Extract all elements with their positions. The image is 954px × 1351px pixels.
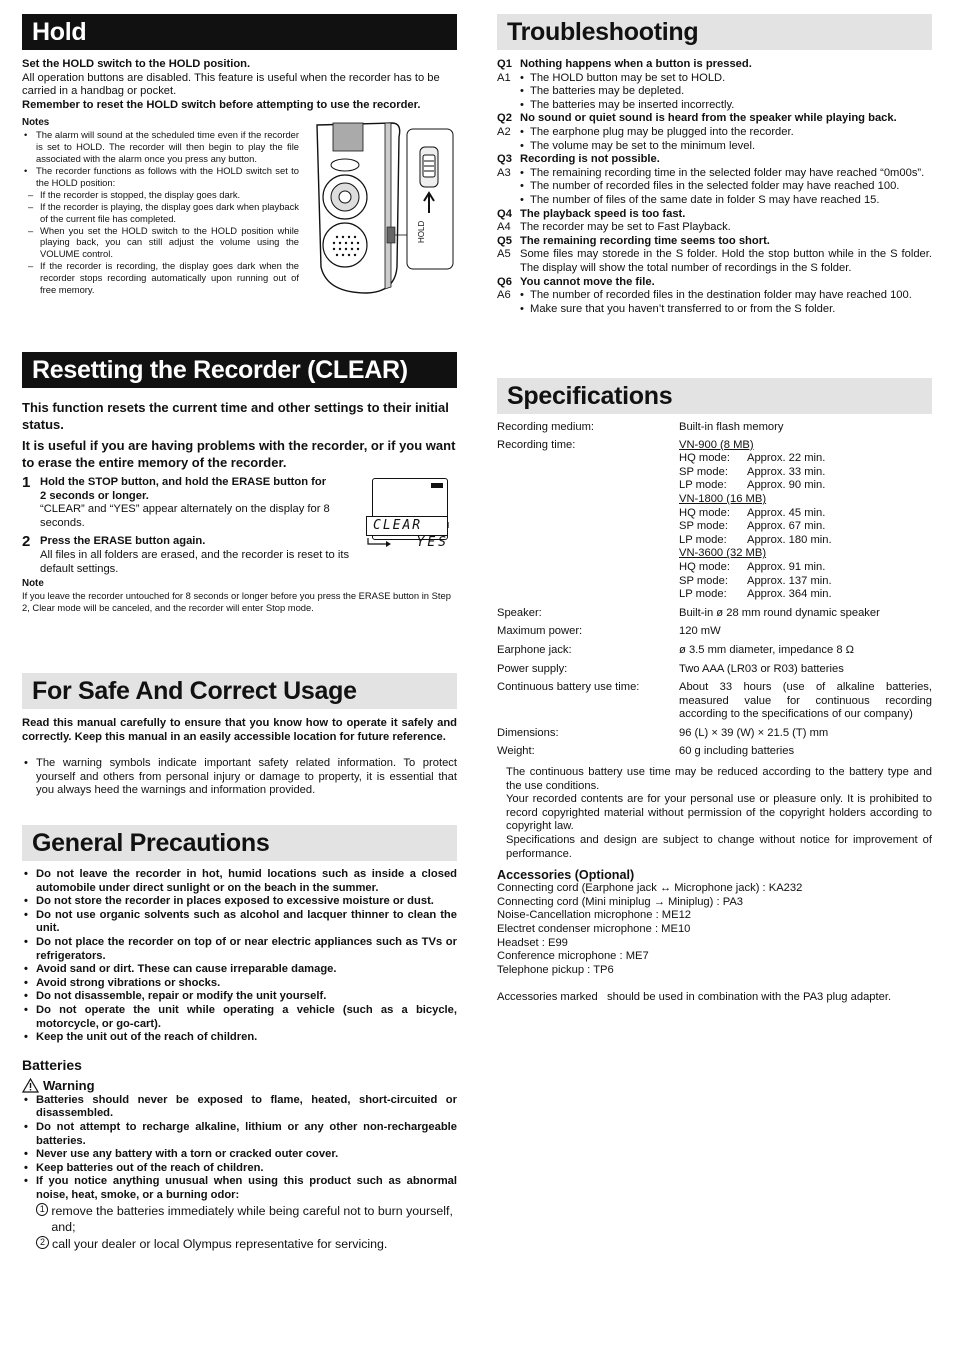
accessory-item: Connecting cord (Earphone jack ↔ Microphone jack) : KA232 [497, 882, 803, 895]
accessories-heading: Accessories (Optional) [497, 868, 635, 883]
reset-section [22, 352, 457, 614]
answer-item: • The earphone plug may be plugged into the recorder. [520, 126, 932, 140]
accessory-item: Connecting cord (Mini miniplug → Miniplug) : PA3 [497, 895, 744, 908]
hold-switch-figure [307, 117, 457, 299]
hold-description: All operation buttons are disabled. This feature is useful when the recorder has to be carried in a handbag or pocket. [22, 71, 440, 98]
spec-note: Specifications and design are subject to change without notice for improvement of performance. [506, 834, 932, 860]
safe-usage-section [22, 673, 457, 798]
warning-icon [22, 1078, 39, 1093]
spec-note: The continuous battery use time may be reduced according to the battery type and the use conditions. [506, 766, 932, 792]
model-name: VN-900 (8 MB) [679, 438, 754, 451]
answer-item: • The volume may be set to the minimum level. [520, 140, 932, 154]
answer-2: A2 • The earphone plug may be plugged into the recorder. • The volume may be set to the minimum level. [497, 126, 932, 153]
question-3: Q3 Recording is not possible. [497, 153, 660, 166]
answer-item: • The remaining recording time in the selected folder may have reached “0m00s”. [520, 167, 932, 181]
answer-4: A4 The recorder may be set to Fast Playback. [497, 221, 731, 234]
circled-number: 1 [36, 1203, 48, 1216]
precautions-list [22, 868, 457, 1045]
hold-sub-note: – If the recorder is playing, the display goes dark when playback of the current file has completed. [22, 201, 299, 225]
step-1-description: “CLEAR” and “YES” appear alternately on the display for 8 seconds. [40, 503, 330, 529]
safe-usage-intro: Read this manual carefully to ensure that you know how to operate it safely and correctly. Keep this manual in an easily accessible location for future reference. [22, 717, 457, 743]
accessory-item: Noise-Cancellation microphone : ME12 [497, 909, 692, 922]
accessories-list [497, 882, 932, 977]
battery-warning-item: • Do not attempt to recharge alkaline, lithium or any other non-rechargeable batteries. [22, 1121, 457, 1148]
battery-warning-item: • If you notice anything unusual when using this product such as abnormal noise, heat, smoke, or a burning odor: [22, 1175, 457, 1202]
reset-heading: Resetting the Recorder (CLEAR) [22, 352, 457, 388]
hold-sub-note: – If the recorder is stopped, the display goes dark. [22, 189, 299, 201]
accessories-note: Accessories marked should be used in combination with the PA3 plug adapter. [497, 991, 892, 1004]
troubleshooting-heading: Troubleshooting [497, 14, 932, 50]
hold-heading: Hold [22, 14, 457, 50]
reset-intro-1: This function resets the current time and other settings to their initial status. [22, 400, 449, 432]
batteries-heading: Batteries [22, 1056, 82, 1073]
reset-note-title: Note [22, 578, 44, 590]
answer-5: A5 Some files may storede in the S folder. Hold the stop button while in the S folder. The display will show the total number of recordings in the S folder. [497, 248, 932, 274]
answer-item: • The number of recorded files in the selected folder may have reached 100. [520, 180, 932, 194]
reset-step-1: 1 Hold the STOP button, and hold the ERASE button for 2 seconds or longer. “CLEAR” and “YES” appear alternately on the display for 8 seconds. [22, 474, 330, 529]
left-column [22, 14, 457, 1344]
precaution-item: • Do not disassemble, repair or modify the unit yourself. [22, 990, 457, 1004]
specifications-section [497, 378, 932, 1005]
answer-1: A1 • The HOLD button may be set to HOLD. • The batteries may be depleted. • The batteries may be inserted incorrectly. [497, 72, 932, 113]
spec-battery-life: Continuous battery use time: About 33 hours (use of alkaline batteries, measured value for continuous recording according to the specifications of our company) [497, 681, 932, 721]
troubleshooting-section [497, 14, 932, 316]
battery-step-1 [36, 1203, 457, 1235]
answer-item: • Make sure that you haven’t transferred to or from the S folder. [520, 303, 932, 317]
answer-item: • The batteries may be inserted incorrectly. [520, 99, 932, 113]
spec-dimensions: Dimensions: 96 (L) × 39 (W) × 21.5 (T) mm [497, 726, 829, 739]
battery-step-text: call your dealer or local Olympus representative for servicing. [52, 1237, 388, 1252]
question-2: Q2 No sound or quiet sound is heard from the speaker while playing back. [497, 112, 897, 125]
spec-earphone-jack: Earphone jack: ø 3.5 mm diameter, impedance 8 Ω [497, 643, 855, 656]
step-1-instruction: Hold the STOP button, and hold the ERASE button for [40, 476, 327, 488]
general-precautions-heading: General Precautions [22, 825, 457, 861]
battery-step-text: remove the batteries immediately while being careful not to burn yourself, and; [51, 1204, 453, 1235]
hold-note-2: • The recorder functions as follows with the HOLD switch set to the HOLD position: [22, 165, 299, 189]
reset-step-2 [22, 535, 358, 576]
general-precautions-section [22, 825, 457, 1252]
answer-item: • The HOLD button may be set to HOLD. [520, 72, 932, 86]
spec-note: Your recorded contents are for your personal use or pleasure only. It is prohibited to record copyrighted material without permission of the copyright holders according to copyright law. [506, 793, 932, 833]
safe-usage-heading: For Safe And Correct Usage [22, 673, 457, 709]
spec-maximum-power: Maximum power: 120 mW [497, 625, 721, 638]
accessory-item: Electret condenser microphone : ME10 [497, 923, 691, 935]
reset-intro-2: It is useful if you are having problems with the recorder, or if you want to erase the entire memory of the recorder. [22, 438, 456, 470]
answer-item: • The batteries may be depleted. [520, 85, 932, 99]
hold-note-1: • The alarm will sound at the scheduled time even if the recorder is set to HOLD. The recorder will then begin to play the file associated with the alarm once you press any button. [22, 129, 299, 165]
recorder-illustration [307, 117, 457, 299]
precaution-item: • Avoid sand or dirt. These can cause irreparable damage. [22, 963, 457, 977]
warning-heading: Warning [43, 1077, 95, 1093]
lcd-yes-text: YES [416, 535, 449, 550]
circled-number: 2 [36, 1236, 49, 1249]
accessory-item: Telephone pickup : TP6 [497, 963, 614, 976]
question-4: Q4 The playback speed is too fast. [497, 207, 686, 220]
lcd-figure [366, 476, 456, 566]
accessory-item: Conference microphone : ME7 [497, 950, 649, 963]
step-number: 2 [22, 533, 31, 551]
step-number: 1 [22, 474, 31, 491]
spec-recording-medium: Recording medium: Built-in flash memory [497, 421, 784, 433]
accessory-item: Headset : E99 [497, 936, 568, 949]
spec-weight: Weight: 60 g including batteries [497, 745, 795, 758]
spec-recording-time: Recording time: VN-900 (8 MB) HQ mode: Approx. 22 min. SP mode: Approx. 33 min. LP mode: Approx. 90 min. VN-1800 (16 MB) HQ mode: Approx. 45 min. SP mode: Approx. 67 min. LP mode: Approx. 180 min. VN-3600 (32 MB) HQ mode: Approx. 91 min. SP mode: Approx. 137 min. LP mode: Approx. 364 min. [497, 439, 932, 602]
specifications-heading: Specifications [497, 378, 932, 414]
precaution-item: • Do not place the recorder on top of or near electric appliances such as TVs or refrigerators. [22, 936, 457, 963]
battery-warning-item: • Batteries should never be exposed to flame, heated, short-circuited or disassembled. [22, 1094, 457, 1121]
precaution-item: • Avoid strong vibrations or shocks. [22, 977, 457, 991]
step-2-description: All files in all folders are erased, and the recorder is reset to its default settings. [40, 548, 350, 575]
precaution-item: • Do not leave the recorder in hot, humid locations such as inside a closed automobile under direct sunlight or on the beach in the summer. [22, 868, 457, 895]
hold-section [22, 14, 457, 299]
safe-usage-bullet: • The warning symbols indicate important safety related information. To protect yourself and others from personal injury or damage to property, it is essential that you always heed the warnings and information provided. [22, 757, 457, 798]
spec-power-supply: Power supply: Two AAA (LR03 or R03) batteries [497, 662, 844, 675]
battery-step-2 [36, 1236, 457, 1252]
question-6: Q6 You cannot move the file. [497, 275, 655, 288]
battery-warnings-list [22, 1094, 457, 1203]
alternate-arrows-icon [366, 476, 456, 566]
answer-item: • The number of files of the same date in folder S may have reached 15. [520, 194, 932, 208]
model-name: VN-3600 (32 MB) [679, 547, 767, 560]
hold-sub-note: – When you set the HOLD switch to the HOLD position while playing back, you can still adjust the volume using the VOLUME control. [22, 225, 299, 261]
question-1: Q1 Nothing happens when a button is pressed. [497, 58, 752, 70]
hold-sub-note: – If the recorder is recording, the display goes dark when the recorder stops recording automatically upon running out of free memory. [22, 260, 299, 296]
precaution-item: • Do not store the recorder in places exposed to excessive moisture or dust. [22, 895, 457, 909]
model-name: VN-1800 (16 MB) [679, 492, 767, 505]
step-2-instruction: Press the ERASE button again. [40, 535, 206, 548]
battery-warning-item: • Never use any battery with a torn or cracked outer cover. [22, 1148, 457, 1162]
spec-speaker: Speaker: Built-in ø 28 mm round dynamic speaker [497, 606, 880, 619]
precaution-item: • Keep the unit out of the reach of children. [22, 1031, 457, 1045]
right-column [497, 14, 932, 1014]
precaution-item: • Do not operate the unit while operating a vehicle (such as a bicycle, motorcycle, or go-cart). [22, 1004, 457, 1031]
answer-item: • The number of recorded files in the destination folder may have reached 100. [520, 289, 932, 303]
battery-warning-item: • Keep batteries out of the reach of children. [22, 1162, 457, 1176]
reset-note: If you leave the recorder untouched for 8 seconds or longer before you press the ERASE button in Step 2, Clear mode will be canceled, and the recorder will enter Stop mode. [22, 590, 451, 613]
hold-instruction: Set the HOLD switch to the HOLD position. [22, 58, 251, 70]
notes-title: Notes [22, 117, 50, 129]
hold-figure-label: HOLD [417, 221, 426, 244]
answer-3: A3 • The remaining recording time in the selected folder may have reached “0m00s”. • The number of recorded files in the selected folder may have reached 100. • The number of files of the same date in folder S may have reached 15. [497, 167, 932, 208]
precaution-item: • Do not use organic solvents such as alcohol and lacquer thinner to clean the unit. [22, 909, 457, 936]
question-5: Q5 The remaining recording time seems too short. [497, 234, 770, 247]
lcd-clear-text: CLEAR [366, 516, 448, 536]
hold-reminder: Remember to reset the HOLD switch before attempting to use the recorder. [22, 98, 421, 111]
answer-6: A6 • The number of recorded files in the destination folder may have reached 100. • Make sure that you haven’t transferred to or from the S folder. [497, 289, 932, 316]
step-1-duration: 2 seconds or longer [40, 489, 146, 502]
